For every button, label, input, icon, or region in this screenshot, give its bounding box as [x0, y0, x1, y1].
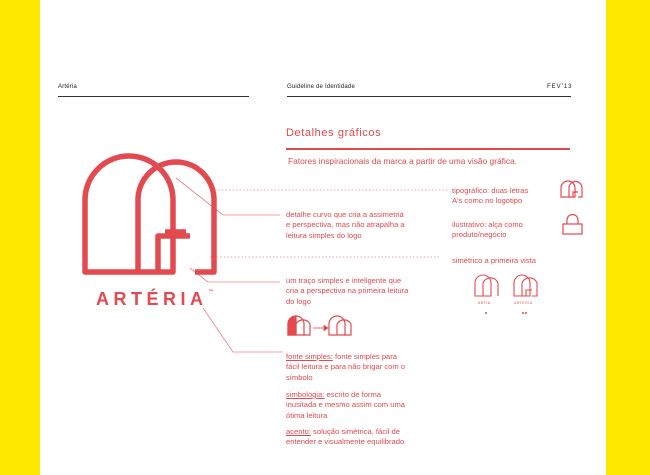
stroke-demo-filled: [288, 316, 310, 335]
mini-logo-right: [514, 275, 537, 296]
note-accent-term: acento:: [286, 427, 311, 436]
note-illustrative-line-2: produto/negócio: [452, 230, 507, 240]
note-illustrative-line-1: ilustrativo: alça como: [452, 220, 523, 229]
connector-lines: [176, 178, 283, 352]
section-subtitle: Fatores inspiracionais da marca a partir de uma visão gráfica.: [288, 156, 518, 166]
note-symbology: [286, 390, 405, 421]
section-title: Detalhes gráficos: [286, 127, 382, 139]
bag-handle-icon: [563, 215, 582, 235]
double-a-icon: [561, 181, 582, 197]
trademark-symbol: ™: [208, 289, 214, 295]
note-stroke-line-2: cria a perspectiva na primeira leitura: [286, 286, 409, 296]
note-symbology-line-1: escrito de forma: [326, 390, 381, 399]
note-font-term: fonte simples:: [286, 352, 333, 361]
logo-symbol: [85, 156, 214, 272]
note-symbology-line-3: ótima leitura: [286, 410, 328, 420]
note-curve-line-2: e perspectiva, mas não atrapalha a: [286, 220, 405, 230]
logo-wordmark: [96, 289, 214, 310]
note-stroke: [286, 276, 408, 307]
note-font-line-2: fácil leitura e para não brigar com o: [286, 362, 406, 372]
note-curve-line-3: leitura simples do logo: [286, 230, 362, 240]
header-date: FEV'13: [547, 84, 573, 90]
mini-label-left: ARTIA: [478, 301, 491, 305]
note-accent-line-1: solução simétrica, fácil de: [313, 427, 400, 436]
note-accent: [286, 427, 404, 448]
note-stroke-line-1: um traço simples e inteligente que: [286, 276, 402, 285]
note-symbology-line-2: inusitada e mesmo assim com uma: [286, 400, 406, 410]
note-stroke-line-3: do logo: [286, 296, 311, 306]
note-typographic-line-1: tipográfico: duas letras: [452, 186, 529, 195]
stroke-demo-outline: [329, 316, 351, 335]
mini-logo-left: [475, 275, 498, 296]
note-typographic: [452, 186, 528, 207]
note-symmetric: simétrico a primeira vista: [452, 256, 536, 265]
mini-dot-right-2: [525, 312, 527, 314]
mini-dot-right-1: [522, 312, 524, 314]
note-curve-line-1: detalhe curvo que cria a assimetria: [286, 210, 404, 219]
note-font: [286, 352, 405, 383]
note-accent-line-2: entender e visualmente equilibrado: [286, 437, 405, 447]
note-typographic-line-2: A's como no logotipo: [452, 196, 523, 206]
note-curve: [286, 210, 405, 241]
arrow-icon: [313, 326, 328, 331]
note-font-line-3: símbolo: [286, 372, 313, 382]
wordmark-text: ARTÉRIA: [96, 289, 208, 309]
header-brand: Artéria: [58, 84, 78, 90]
header-guide-title: Guideline de Identidade: [287, 84, 355, 90]
note-symbology-term: simbologia:: [286, 390, 325, 399]
note-font-line-1: fonte simples para: [334, 352, 398, 361]
mini-label-right: ARTÉRIA: [514, 301, 533, 305]
mini-dot-left: [485, 312, 487, 314]
note-illustrative: [452, 220, 523, 241]
